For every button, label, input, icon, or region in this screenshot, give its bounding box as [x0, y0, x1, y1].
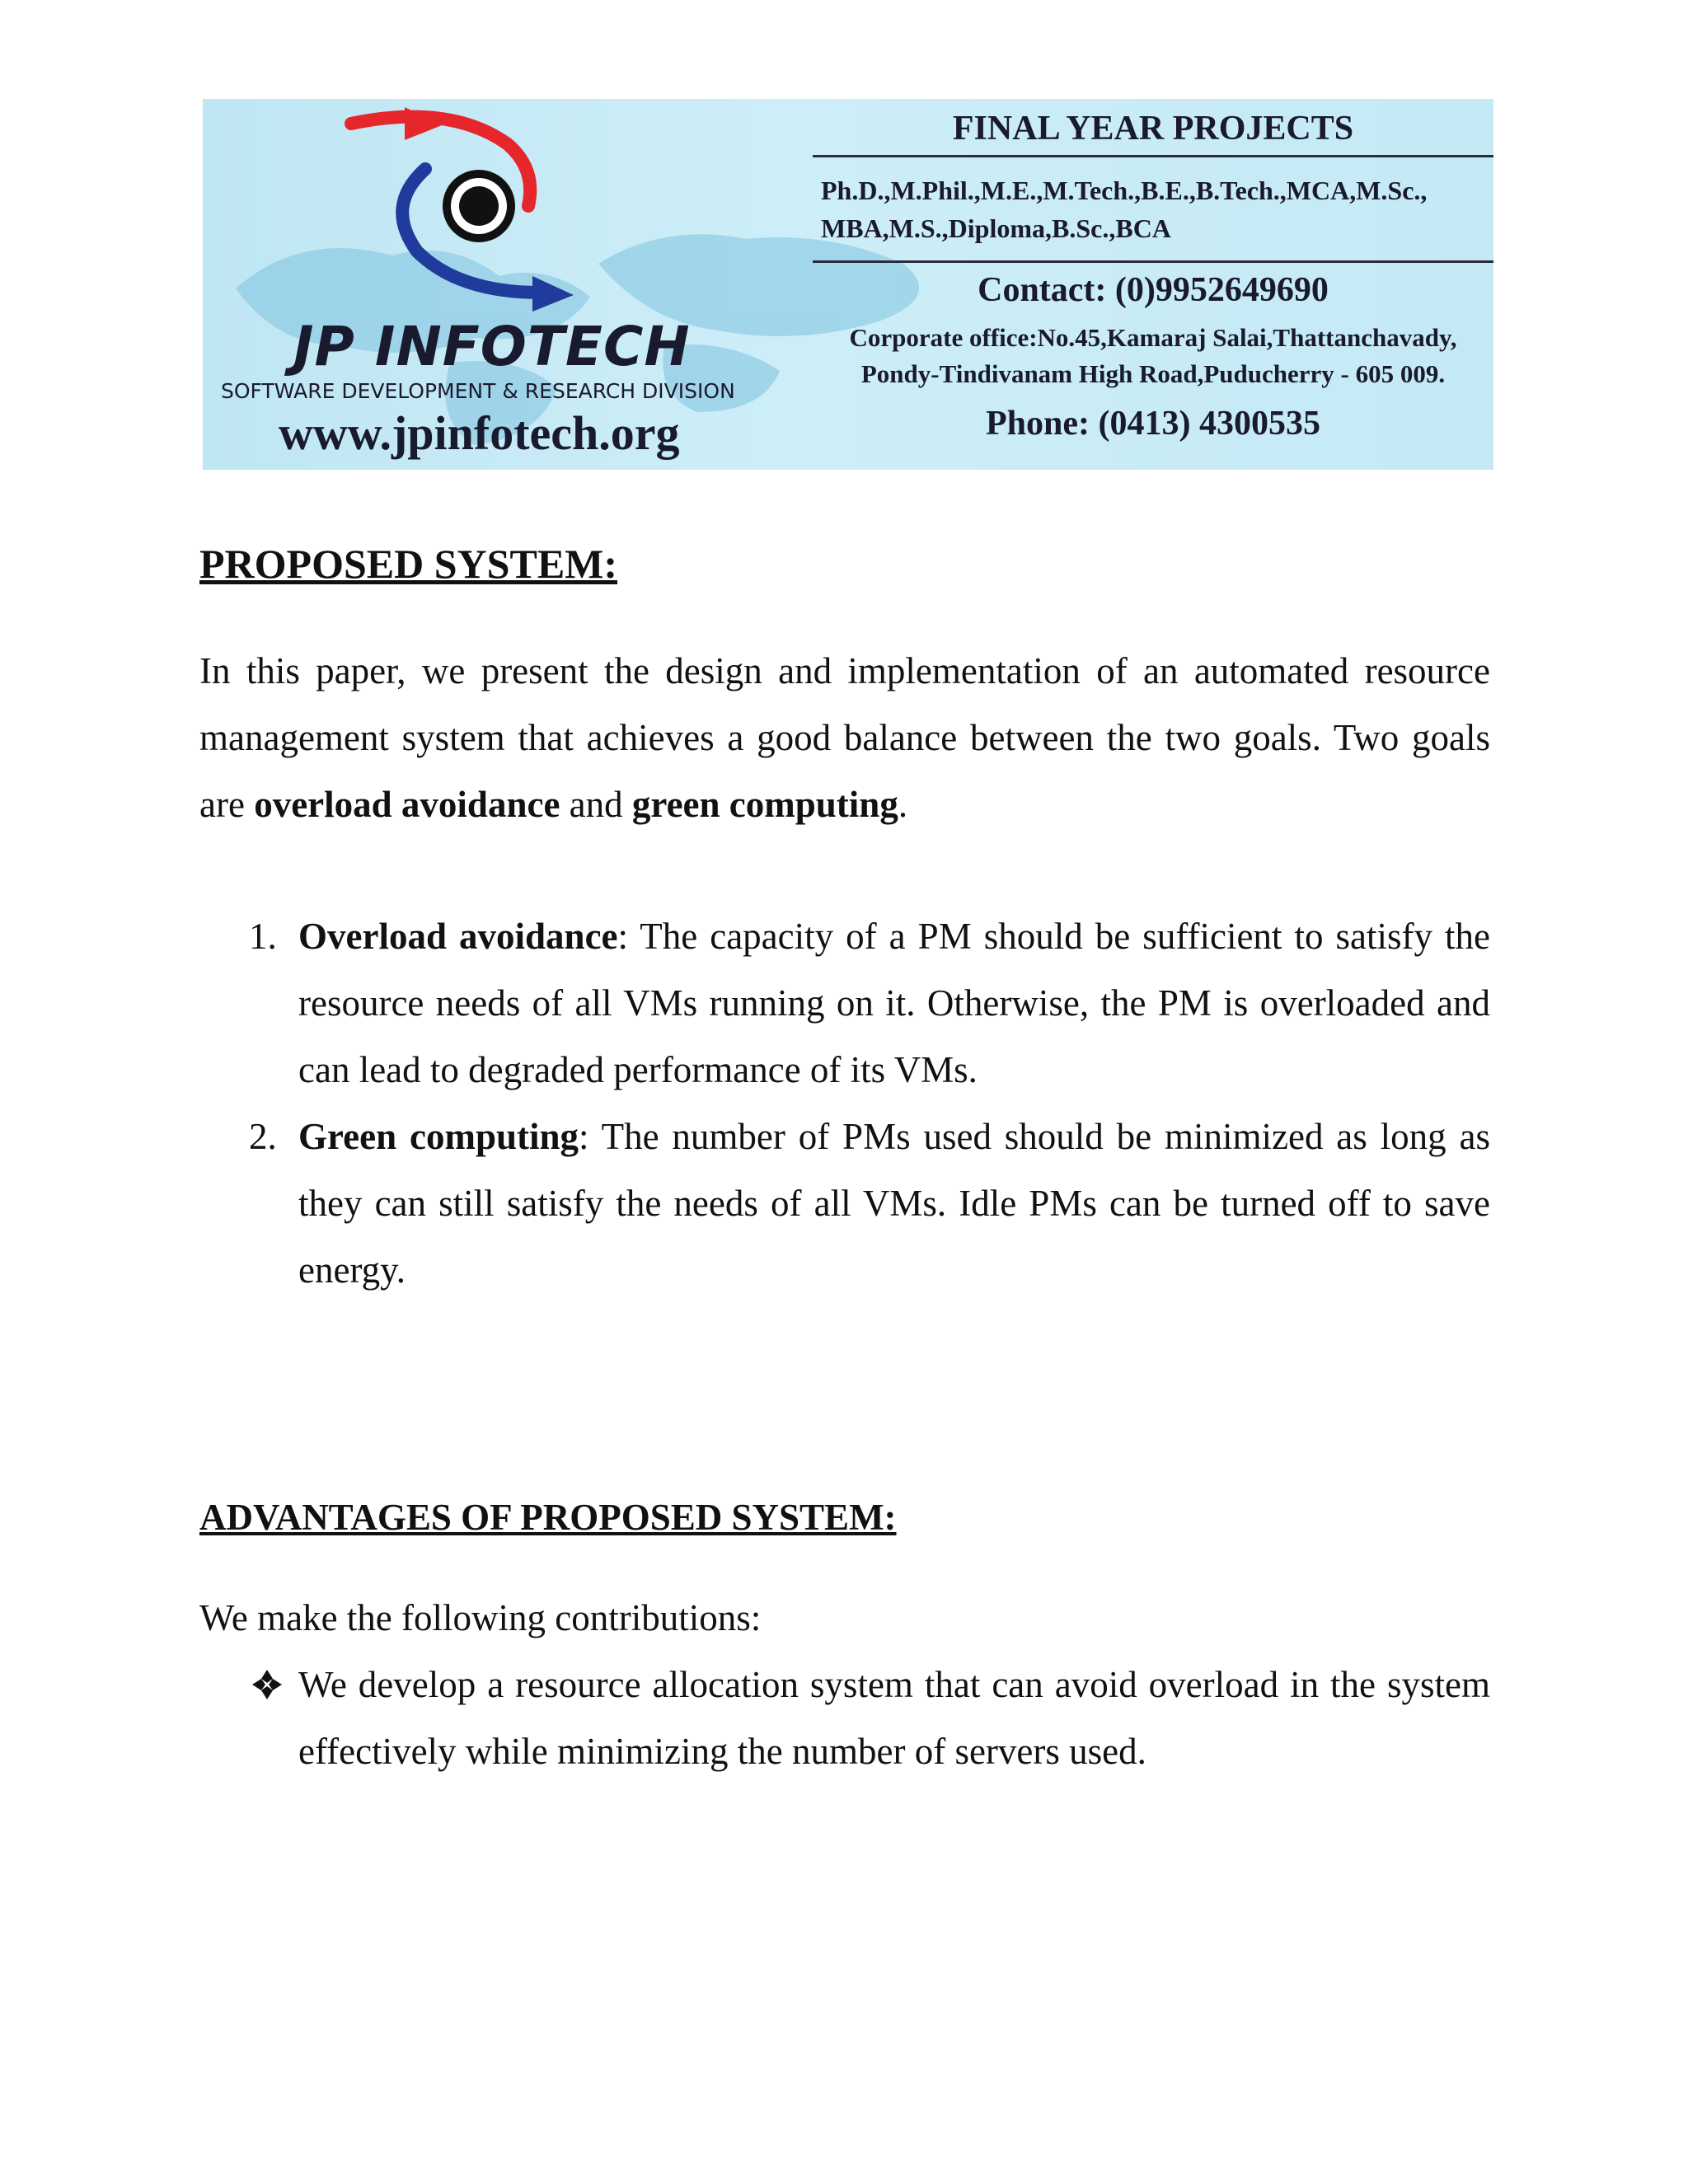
- list-item: [199, 1652, 1490, 1785]
- list-term: Overload avoidance: [298, 916, 618, 957]
- intro-connector: and: [560, 784, 632, 825]
- brand-name: JP INFOTECH: [293, 315, 691, 378]
- intro-bold-term: green computing: [631, 784, 898, 825]
- intro-text: In this paper, we present the design and implementation of an automated resource management system that achieves a good balance between the two goals. Two goals are: [199, 650, 1490, 825]
- divider: [813, 260, 1493, 263]
- list-text: : The capacity of a PM should be sufficient to satisfy the resource needs of all VMs running on it. Otherwise, the PM is overloaded and can lead to degraded performance of its VMs.: [298, 916, 1490, 1090]
- list-number: 1.: [249, 916, 277, 957]
- list-number: 2.: [249, 1116, 277, 1157]
- contributions-intro: We make the following contributions:: [199, 1597, 762, 1638]
- list-text: We develop a resource allocation system that can avoid overload in the system effectively while minimizing the number of servers used.: [298, 1664, 1490, 1772]
- intro-bold-term: overload avoidance: [254, 784, 560, 825]
- intro-paragraph: [199, 638, 1490, 838]
- divider: [813, 155, 1493, 157]
- banner-title: FINAL YEAR PROJECTS: [952, 110, 1354, 148]
- section-heading-advantages: ADVANTAGES OF PROPOSED SYSTEM:: [199, 1497, 897, 1538]
- goals-list: [199, 903, 1490, 1304]
- brand-tagline: SOFTWARE DEVELOPMENT & RESEARCH DIVISION: [221, 379, 735, 403]
- contact-number: Contact: (0)9952649690: [978, 271, 1329, 309]
- list-item: [199, 1104, 1490, 1304]
- banner-info-panel: [813, 99, 1493, 470]
- diamond-bullet-icon: [251, 1668, 284, 1701]
- list-text: : The number of PMs used should be minimized as long as they can still satisfy the needs of all VMs. Idle PMs can be turned off to save energy.: [298, 1116, 1490, 1291]
- intro-end: .: [898, 784, 908, 825]
- list-item: [199, 903, 1490, 1104]
- list-term: Green computing: [298, 1116, 579, 1157]
- degrees-list: Ph.D.,M.Phil.,M.E.,M.Tech.,B.E.,B.Tech.,MCA,M.Sc., MBA,M.S.,Diploma,B.Sc.,BCA: [821, 176, 1428, 243]
- office-address: Corporate office:No.45,Kamaraj Salai,Thattanchavady, Pondy-Tindivanam High Road,Puducherry - 605 009.: [849, 323, 1457, 388]
- contributions-list: [199, 1652, 1490, 1785]
- section-heading-proposed-system: PROPOSED SYSTEM:: [199, 541, 618, 587]
- phone-number: Phone: (0413) 4300535: [986, 405, 1320, 443]
- jp-infotech-logo-icon: [326, 107, 607, 313]
- website-link[interactable]: www.jpinfotech.org: [279, 406, 680, 460]
- header-banner: [203, 99, 1493, 470]
